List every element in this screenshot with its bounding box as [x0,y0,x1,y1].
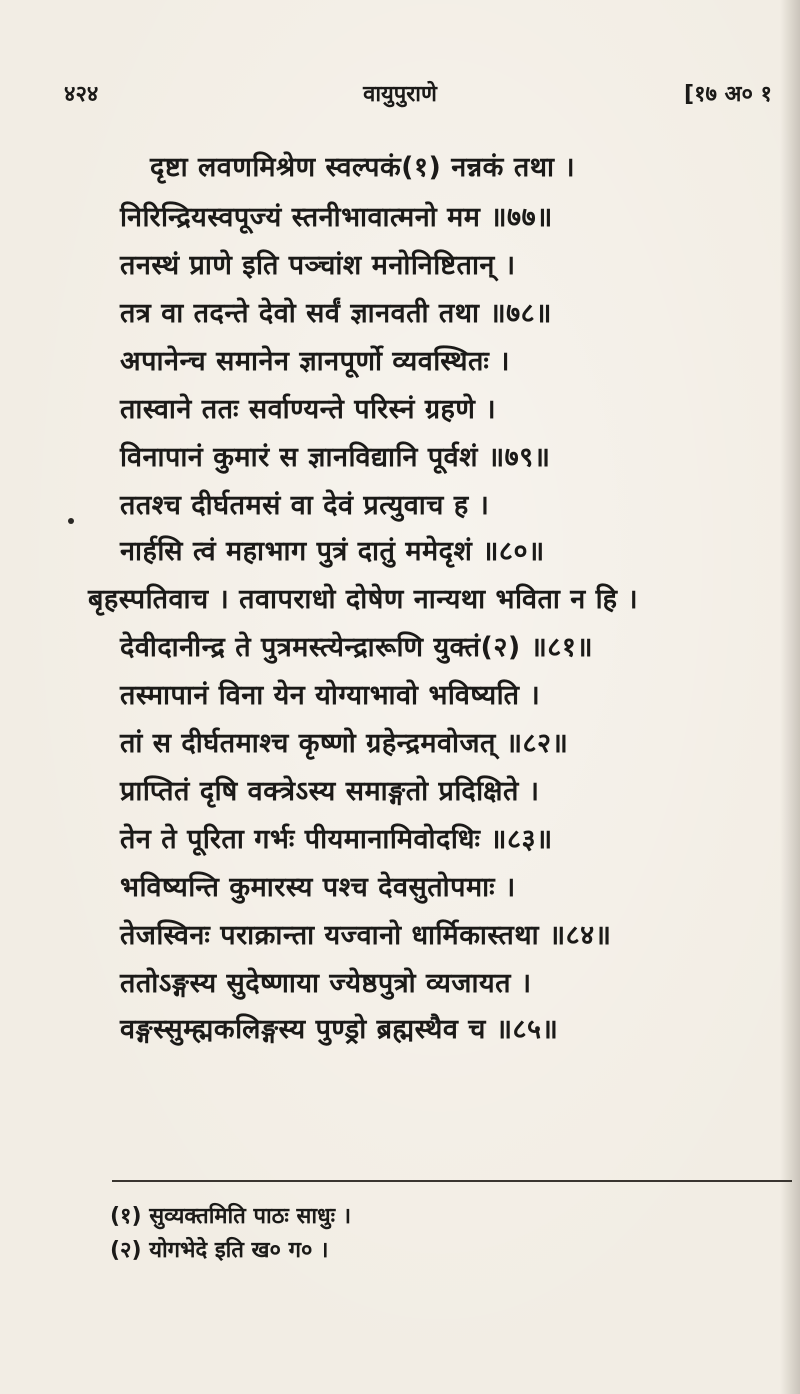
footnotes [110,1200,710,1268]
footnote-2: (२) योगभेदे इति ख० ग० । [110,1238,329,1263]
verse-line: तस्मापानं विना येन योग्याभावो भविष्यति । [120,680,541,711]
verse-line: निरिन्द्रियस्वपूज्यं स्तनीभावात्मनो मम ॥७७॥ [120,202,553,233]
verse-line: प्राप्तितं दृषि वक्त्रेऽस्य समाङ्गतो प्रदिक्षिते । [120,776,540,807]
page-header [0,78,800,118]
verse-line: ततश्च दीर्घतमसं वा देवं प्रत्युवाच ह । [120,490,490,521]
verse-line: भविष्यन्ति कुमारस्य पश्च देवसुतोपमाः । [120,872,516,903]
verse-line: वङ्गस्सुम्ह्मकलिङ्गस्य पुण्ड्रो ब्रह्मस्थैव च ॥८५॥ [120,1014,559,1045]
running-title: वायुपुराणे [363,82,437,107]
verse-line: तां स दीर्घतमाश्च कृष्णो ग्रहेन्द्रमवोजत् ॥८२॥ [120,728,569,759]
verse-line: तत्र वा तदन्ते देवो सर्वं ज्ञानवती तथा ॥७८॥ [120,298,552,329]
verse-line: तेजस्विनः पराक्रान्ता यज्वानो धार्मिकास्तथा ॥८४॥ [120,920,612,951]
verse-line: अपानेन्च समानेन ज्ञानपूर्णो व्यवस्थितः । [120,346,510,377]
verse-line: तेन ते पूरिता गर्भः पीयमानामिवोदधिः ॥८३॥ [120,824,553,855]
verse-line: बृहस्पतिवाच । तवापराधो दोषेण नान्यथा भविता न हि । [88,584,639,615]
section-marker: [१७ अ० १ [684,82,772,107]
verse-line: विनापानं कुमारं स ज्ञानविद्यानि पूर्वशं ॥७९॥ [120,442,551,473]
verse-line: तास्वाने ततः सर्वाण्यन्ते परिस्नं ग्रहणे । [120,394,497,425]
verse-line: ततोऽङ्गस्य सुदेष्णाया ज्येष्ठपुत्रो व्यजायत । [120,968,532,999]
footnote-divider [112,1180,792,1182]
page-number: ४२४ [64,82,99,107]
verse-line: दृष्टा लवणमिश्रेण स्वल्पकं(१) नन्नकं तथा । [150,152,576,183]
verse-line: तनस्थं प्राणे इति पञ्चांश मनोनिष्टितान् । [120,250,516,281]
verse-line: देवीदानीन्द्र ते पुत्रमस्त्येन्द्रारूणि युक्तं(२) ॥८१॥ [120,632,594,663]
footnote-1: (१) सुव्यक्तमिति पाठः साधुः । [110,1204,352,1229]
verse-line: नार्हसि त्वं महाभाग पुत्रं दातुं ममेदृशं ॥८०॥ [120,536,545,567]
